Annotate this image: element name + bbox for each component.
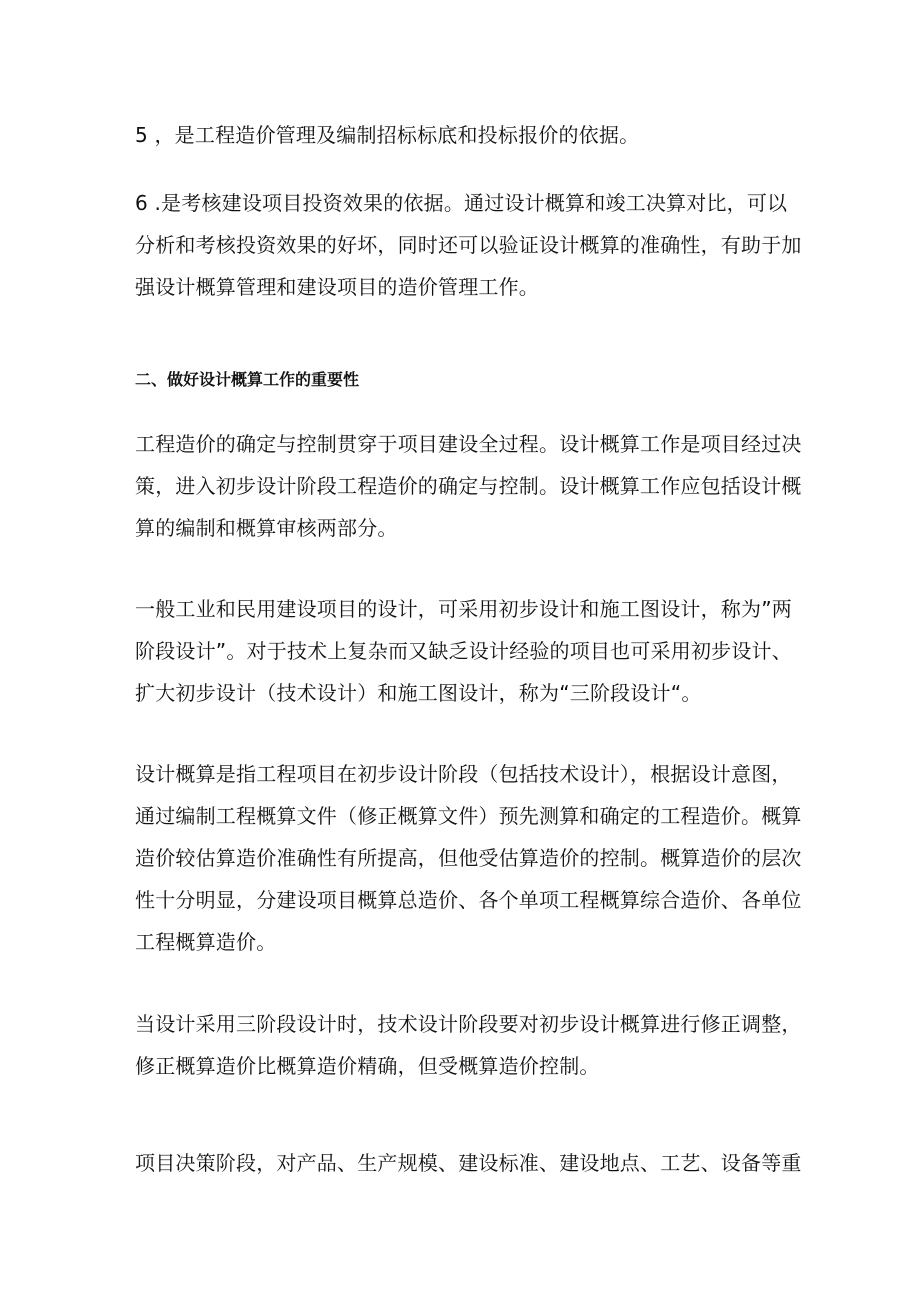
text-line: 6 .是考核建设项目投资效果的依据。通过设计概算和竣工决算对比，可以 — [135, 191, 788, 215]
text-line: 设计概算是指工程项目在初步设计阶段（包括技术设计），根据设计意图， — [135, 762, 792, 786]
text-line: 性十分明显，分建设项目概算总造价、各个单项工程概算综合造价、各单位 — [135, 888, 802, 912]
paragraph-design-stages — [135, 588, 800, 714]
section-heading: 二、做好设计概算工作的重要性 — [135, 370, 360, 389]
text-line: 扩大初步设计（技术设计）和施工图设计，称为“三阶段设计“。 — [135, 681, 702, 705]
text-line: 阶段设计”。对于技术上复杂而又缺乏设计经验的项目也可采用初步设计、 — [135, 639, 792, 663]
paragraph-cost-control — [135, 423, 800, 549]
paragraph-5 — [135, 114, 800, 156]
text-line: 修正概算造价比概算造价精确，但受概算造价控制。 — [135, 1054, 600, 1078]
text-line: 工程造价的确定与控制贯穿于项目建设全过程。设计概算工作是项目经过决 — [135, 432, 802, 456]
paragraph-three-stage — [135, 1003, 800, 1087]
text-line: 造价较估算造价准确性有所提高，但他受估算造价的控制。概算造价的层次 — [135, 846, 802, 870]
text-line: 策，进入初步设计阶段工程造价的确定与控制。设计概算工作应包括设计概 — [135, 474, 802, 498]
text-line: 强设计概算管理和建设项目的造价管理工作。 — [135, 275, 539, 299]
text-line: 项目决策阶段，对产品、生产规模、建设标准、建设地点、工艺、设备等重 — [135, 1151, 802, 1175]
text-line: 当设计采用三阶段设计时，技术设计阶段要对初步设计概算进行修正调整， — [135, 1012, 802, 1036]
paragraph-6 — [135, 182, 800, 308]
text-line: 通过编制工程概算文件（修正概算文件）预先测算和确定的工程造价。概算 — [135, 804, 802, 828]
text-line: 工程概算造价。 — [135, 930, 277, 954]
paragraph-decision-stage — [135, 1142, 800, 1184]
text-line: 5 ，是工程造价管理及编制招标标底和投标报价的依据。 — [135, 123, 640, 147]
text-line: 一般工业和民用建设项目的设计，可采用初步设计和施工图设计，称为”两 — [135, 597, 792, 621]
text-line: 分析和考核投资效果的好坏，同时还可以验证设计概算的准确性，有助于加 — [135, 233, 802, 257]
paragraph-estimate-definition — [135, 753, 800, 963]
text-line: 算的编制和概算审核两部分。 — [135, 516, 398, 540]
